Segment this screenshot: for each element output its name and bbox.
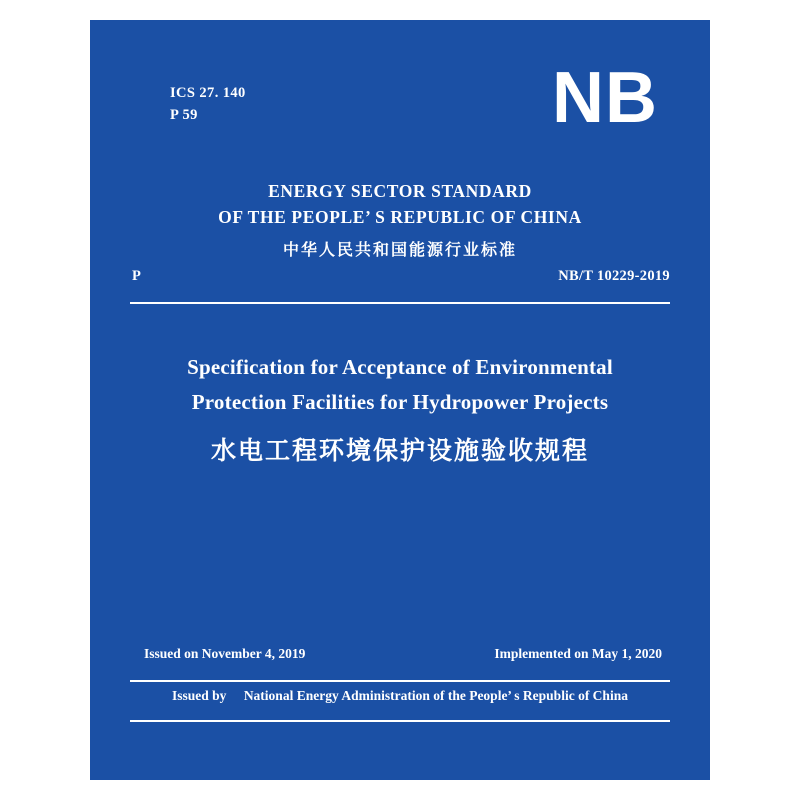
standard-cover bbox=[90, 20, 710, 780]
issuing-authority: National Energy Administration of the People’ s Republic of China bbox=[243, 688, 628, 703]
standard-code-row bbox=[130, 268, 670, 285]
org-english-line-2: OF THE PEOPLE’ S REPUBLIC OF CHINA bbox=[218, 207, 582, 228]
nb-logo: NB bbox=[552, 58, 658, 138]
title-english-line-1: Specification for Acceptance of Environmental bbox=[187, 355, 613, 379]
issuer-row bbox=[130, 688, 670, 704]
title-chinese: 水电工程环境保护设施验收规程 bbox=[210, 435, 589, 465]
classification-code: P 59 bbox=[170, 107, 198, 124]
title-english-line-2: Protection Facilities for Hydropower Projects bbox=[191, 390, 609, 415]
implementation-date: Implemented on May 1, 2020 bbox=[494, 646, 662, 661]
divider-footer bbox=[130, 720, 670, 722]
issued-by-label: Issued by bbox=[172, 688, 227, 703]
title-block bbox=[130, 350, 670, 467]
classification-letter: P bbox=[132, 268, 141, 284]
org-chinese-line: 中华人民共和国能源行业标准 bbox=[282, 239, 517, 259]
org-english-line-1: ENERGY SECTOR STANDARD bbox=[268, 181, 532, 201]
ics-number: ICS 27. 140 bbox=[170, 85, 246, 101]
divider-top bbox=[130, 302, 670, 304]
cover-content bbox=[130, 20, 670, 780]
standard-number: NB/T 10229-2019 bbox=[558, 268, 670, 284]
issuing-organization-block bbox=[130, 178, 670, 260]
issued-date: Issued on November 4, 2019 bbox=[144, 646, 306, 661]
ics-block bbox=[170, 82, 246, 127]
dates-row bbox=[130, 646, 670, 662]
divider-bottom bbox=[130, 680, 670, 682]
